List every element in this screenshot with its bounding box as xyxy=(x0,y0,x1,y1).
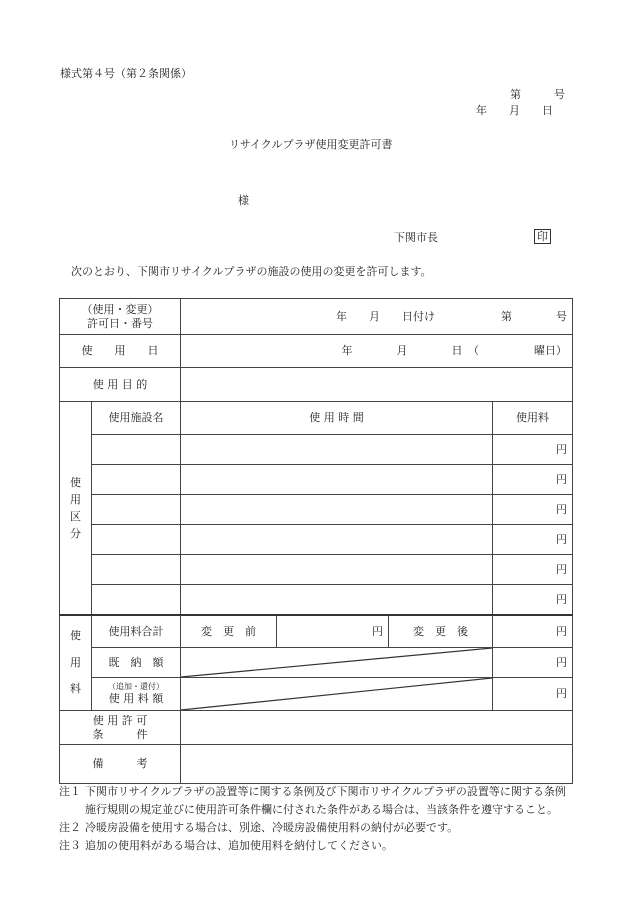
category-row xyxy=(60,525,573,555)
category-row xyxy=(60,465,573,495)
paid-amount-void xyxy=(181,648,493,678)
extra-fee-void xyxy=(181,678,493,711)
category-header-row xyxy=(60,402,573,435)
time-cell xyxy=(181,555,493,585)
remarks-value xyxy=(181,745,573,784)
time-cell xyxy=(181,525,493,555)
fee-cell: 円 xyxy=(493,585,573,615)
time-cell xyxy=(181,465,493,495)
diagonal-strike xyxy=(181,678,492,710)
fee-cell: 円 xyxy=(493,435,573,465)
intro-text: 次のとおり、下関市リサイクルプラザの施設の使用の変更を許可します。 xyxy=(71,265,432,278)
use-date-value: 年 月 日 （ 曜日） xyxy=(181,335,573,368)
use-date-label: 使 用 日 xyxy=(60,335,181,368)
fee-cell: 円 xyxy=(493,465,573,495)
facility-cell xyxy=(92,495,181,525)
issue-date: 年 月 日 xyxy=(476,104,553,117)
diagonal-strike xyxy=(181,648,492,677)
category-row xyxy=(60,495,573,525)
notes xyxy=(59,783,575,855)
fee-cell: 円 xyxy=(493,525,573,555)
after-change-amount: 円 xyxy=(493,615,573,648)
facility-cell xyxy=(92,465,181,495)
time-cell xyxy=(181,495,493,525)
facility-cell xyxy=(92,525,181,555)
before-change-label: 変 更 前 xyxy=(181,615,277,648)
fee-cell: 円 xyxy=(493,495,573,525)
fee-section-label: 使 用 料 xyxy=(60,615,92,711)
category-row xyxy=(60,435,573,465)
document-number: 第 号 xyxy=(510,88,565,101)
extra-fee-value: 円 xyxy=(493,678,573,711)
purpose-label: 使 用 目 的 xyxy=(60,368,181,402)
category-label: 使 用 区 分 xyxy=(60,402,92,615)
permit-label: （使用・変更） 許可日・番号 xyxy=(60,299,181,335)
use-date-row xyxy=(60,335,573,368)
category-row xyxy=(60,555,573,585)
fee-header: 使用料 xyxy=(493,402,573,435)
paid-amount-row xyxy=(60,648,573,678)
paid-amount-label: 既 納 額 xyxy=(92,648,181,678)
extra-fee-row xyxy=(60,678,573,711)
condition-value xyxy=(181,711,573,745)
permit-change-table xyxy=(59,298,573,784)
permit-row xyxy=(60,299,573,335)
permit-value: 年 月 日付け 第 号 xyxy=(181,299,573,335)
form-number: 様式第４号（第２条関係） xyxy=(60,67,192,80)
before-change-amount: 円 xyxy=(277,615,389,648)
seal-mark: 印 xyxy=(534,229,551,244)
purpose-row xyxy=(60,368,573,402)
fee-cell: 円 xyxy=(493,555,573,585)
addressee: 様 xyxy=(238,194,249,207)
purpose-value xyxy=(181,368,573,402)
time-header: 使 用 時 間 xyxy=(181,402,493,435)
remarks-row xyxy=(60,745,573,784)
facility-cell xyxy=(92,435,181,465)
after-change-label: 変 更 後 xyxy=(389,615,493,648)
time-cell xyxy=(181,585,493,615)
facility-header: 使用施設名 xyxy=(92,402,181,435)
note-item: 注２ 冷暖房設備を使用する場合は、別途、冷暖房設備使用料の納付が必要です。 xyxy=(59,821,459,834)
facility-cell xyxy=(92,585,181,615)
paid-amount-value: 円 xyxy=(493,648,573,678)
fee-total-label: 使用料合計 xyxy=(92,615,181,648)
time-cell xyxy=(181,435,493,465)
extra-fee-label: （追加・還付） 使 用 料 額 xyxy=(92,678,181,711)
issuer: 下関市長 xyxy=(394,231,438,244)
facility-cell xyxy=(92,555,181,585)
condition-row xyxy=(60,711,573,745)
note-item: 注１ 下関市リサイクルプラザの設置等に関する条例及び下関市リサイクルプラザの設置等に関する条例施行規則の規定並びに使用許可条件欄に付された条件がある場合は、当該条件を遵守すること。 xyxy=(59,785,566,816)
note-item: 注３ 追加の使用料がある場合は、追加使用料を納付してください。 xyxy=(59,839,393,852)
remarks-label: 備 考 xyxy=(60,745,181,784)
condition-label: 使 用 許 可 条 件 xyxy=(60,711,181,745)
fee-total-row xyxy=(60,615,573,648)
document-title: リサイクルプラザ使用変更許可書 xyxy=(229,138,393,151)
category-row xyxy=(60,585,573,615)
